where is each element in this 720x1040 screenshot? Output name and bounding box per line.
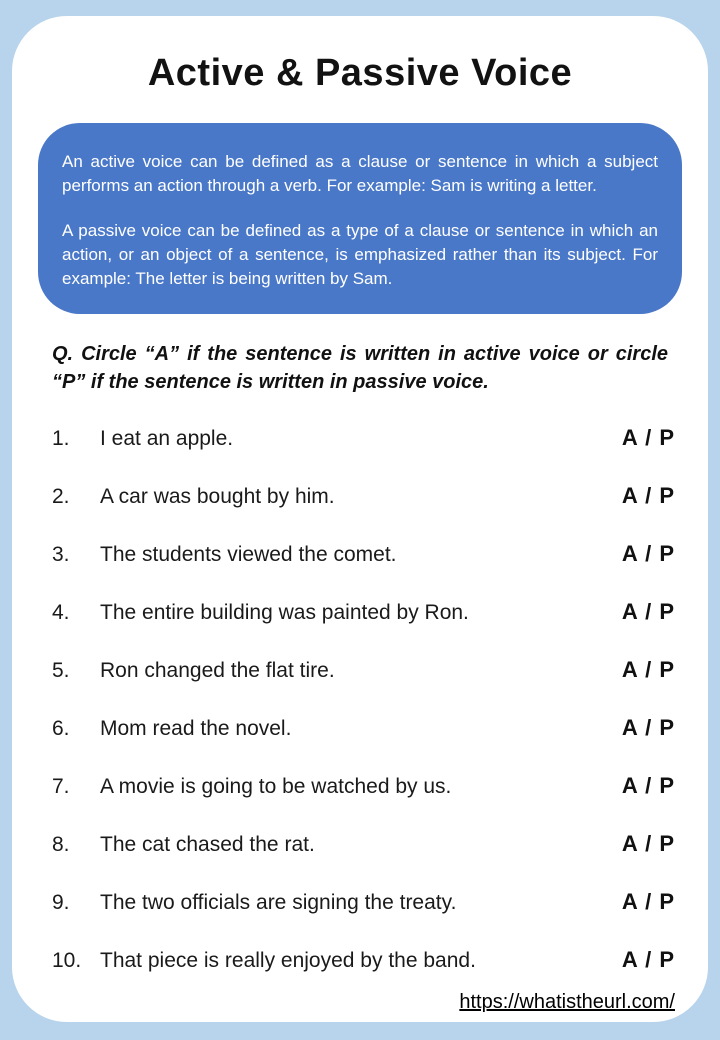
item-number: 5.	[52, 659, 70, 682]
answer-choices[interactable]: A / P	[621, 599, 675, 624]
item-number: 4.	[52, 601, 70, 624]
page-title: Active & Passive Voice	[147, 52, 573, 94]
answer-choices[interactable]: A / P	[621, 483, 675, 508]
item-number: 9.	[52, 891, 70, 914]
item-sentence: The two officials are signing the treaty.	[100, 891, 457, 914]
answer-choices[interactable]: A / P	[621, 773, 675, 798]
active-voice-definition: An active voice can be defined as a clause or sentence in which a subject performs an action through a verb. For example: Sam is writing a letter.	[62, 152, 658, 195]
item-sentence: A movie is going to be watched by us.	[100, 775, 452, 798]
list-item	[52, 600, 675, 625]
answer-choices[interactable]: A / P	[621, 831, 675, 856]
item-number: 3.	[52, 543, 70, 566]
answer-choices[interactable]: A / P	[621, 541, 675, 566]
item-sentence: That piece is really enjoyed by the band.	[100, 949, 476, 972]
footer	[459, 991, 675, 1014]
list-item	[52, 948, 675, 973]
list-item	[52, 658, 675, 683]
item-sentence: A car was bought by him.	[100, 485, 335, 508]
list-item	[52, 716, 675, 741]
item-number: 10.	[52, 949, 82, 972]
passive-voice-definition: A passive voice can be defined as a type of a clause or sentence in which an action, or an object of a sentence, is emphasized rather than its subject. For example: The letter is being written by Sam.	[62, 221, 658, 288]
item-sentence: Mom read the novel.	[100, 717, 292, 740]
item-number: 8.	[52, 833, 70, 856]
item-number: 6.	[52, 717, 70, 740]
answer-choices[interactable]: A / P	[621, 425, 675, 450]
answer-choices[interactable]: A / P	[621, 889, 675, 914]
item-number: 7.	[52, 775, 70, 798]
footer-link[interactable]: https://whatistheurl.com/	[459, 991, 675, 1013]
answer-choices[interactable]: A / P	[621, 657, 675, 682]
list-item	[52, 774, 675, 799]
item-sentence: The students viewed the comet.	[100, 543, 397, 566]
answer-choices[interactable]: A / P	[621, 715, 675, 740]
sentence-list	[52, 426, 675, 973]
item-number: 1.	[52, 427, 70, 450]
list-item	[52, 890, 675, 915]
list-item	[52, 542, 675, 567]
item-sentence: The cat chased the rat.	[100, 833, 315, 856]
question-instruction: Q. Circle “A” if the sentence is written in active voice or circle “P” if the sentence is written in passive voice.	[52, 343, 668, 393]
item-sentence: The entire building was painted by Ron.	[100, 601, 469, 624]
definition-box	[38, 123, 682, 314]
item-sentence: Ron changed the flat tire.	[100, 659, 335, 682]
answer-choices[interactable]: A / P	[621, 947, 675, 972]
worksheet-card	[12, 16, 708, 1022]
list-item	[52, 484, 675, 509]
list-item	[52, 426, 675, 451]
item-sentence: I eat an apple.	[100, 427, 234, 450]
item-number: 2.	[52, 485, 70, 508]
list-item	[52, 832, 675, 857]
